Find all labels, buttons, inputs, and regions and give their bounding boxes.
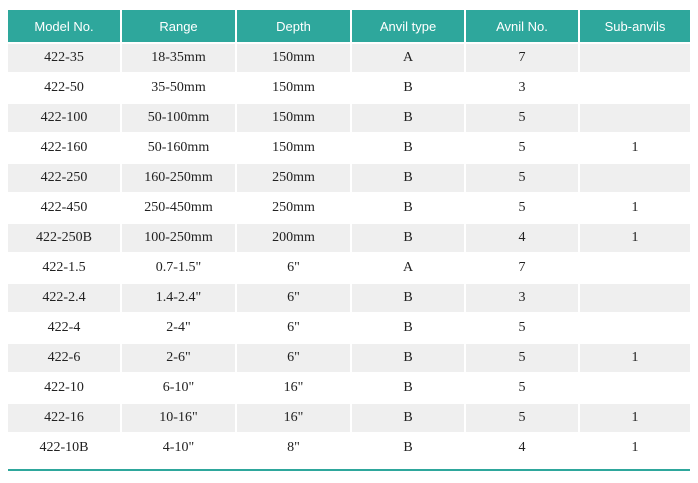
cell-model-no: 422-10 (8, 372, 122, 402)
table-row (8, 132, 690, 162)
cell-anvil-no: 5 (466, 192, 580, 222)
cell-depth: 16" (237, 372, 352, 402)
cell-depth: 6" (237, 312, 352, 342)
cell-sub-anvils (580, 372, 690, 402)
cell-range: 160-250mm (122, 162, 237, 192)
cell-anvil-type: B (352, 312, 466, 342)
table-row (8, 432, 690, 462)
cell-anvil-no: 7 (466, 42, 580, 72)
cell-depth: 150mm (237, 132, 352, 162)
cell-model-no: 422-250B (8, 222, 122, 252)
cell-sub-anvils: 1 (580, 402, 690, 432)
cell-model-no: 422-250 (8, 162, 122, 192)
cell-range: 4-10" (122, 432, 237, 462)
bottom-rule (8, 469, 690, 471)
table-row (8, 42, 690, 72)
cell-anvil-no: 4 (466, 432, 580, 462)
cell-range: 10-16" (122, 402, 237, 432)
spec-table (8, 10, 690, 462)
cell-anvil-no: 3 (466, 282, 580, 312)
cell-anvil-type: B (352, 372, 466, 402)
cell-sub-anvils (580, 42, 690, 72)
cell-depth: 150mm (237, 42, 352, 72)
header-row (8, 10, 690, 42)
header-model-no: Model No. (8, 10, 122, 42)
table-row (8, 252, 690, 282)
table-row (8, 162, 690, 192)
cell-sub-anvils (580, 312, 690, 342)
cell-anvil-no: 5 (466, 402, 580, 432)
cell-model-no: 422-450 (8, 192, 122, 222)
cell-anvil-no: 5 (466, 312, 580, 342)
spec-table-container (8, 10, 690, 462)
cell-model-no: 422-100 (8, 102, 122, 132)
cell-sub-anvils (580, 252, 690, 282)
cell-sub-anvils (580, 282, 690, 312)
cell-anvil-no: 5 (466, 372, 580, 402)
cell-anvil-no: 5 (466, 162, 580, 192)
cell-depth: 200mm (237, 222, 352, 252)
cell-model-no: 422-4 (8, 312, 122, 342)
table-row (8, 342, 690, 372)
cell-depth: 16" (237, 402, 352, 432)
header-anvil-no: Avnil No. (466, 10, 580, 42)
cell-anvil-no: 5 (466, 132, 580, 162)
table-row (8, 222, 690, 252)
cell-range: 6-10" (122, 372, 237, 402)
table-row (8, 372, 690, 402)
cell-depth: 6" (237, 342, 352, 372)
table-row (8, 72, 690, 102)
cell-sub-anvils: 1 (580, 342, 690, 372)
cell-anvil-no: 5 (466, 342, 580, 372)
cell-anvil-type: B (352, 102, 466, 132)
cell-model-no: 422-1.5 (8, 252, 122, 282)
cell-model-no: 422-16 (8, 402, 122, 432)
cell-sub-anvils: 1 (580, 192, 690, 222)
cell-sub-anvils (580, 162, 690, 192)
cell-range: 50-100mm (122, 102, 237, 132)
cell-anvil-type: B (352, 162, 466, 192)
cell-range: 35-50mm (122, 72, 237, 102)
table-row (8, 282, 690, 312)
cell-depth: 8" (237, 432, 352, 462)
cell-depth: 250mm (237, 192, 352, 222)
cell-sub-anvils: 1 (580, 132, 690, 162)
table-row (8, 312, 690, 342)
cell-range: 100-250mm (122, 222, 237, 252)
cell-range: 250-450mm (122, 192, 237, 222)
cell-range: 0.7-1.5" (122, 252, 237, 282)
cell-sub-anvils: 1 (580, 222, 690, 252)
cell-range: 18-35mm (122, 42, 237, 72)
cell-anvil-type: B (352, 432, 466, 462)
cell-range: 2-4" (122, 312, 237, 342)
cell-depth: 6" (237, 252, 352, 282)
cell-anvil-type: A (352, 42, 466, 72)
header-sub-anvils: Sub-anvils (580, 10, 690, 42)
cell-anvil-type: B (352, 192, 466, 222)
cell-model-no: 422-6 (8, 342, 122, 372)
cell-model-no: 422-35 (8, 42, 122, 72)
cell-sub-anvils: 1 (580, 432, 690, 462)
cell-anvil-type: B (352, 132, 466, 162)
cell-anvil-no: 5 (466, 102, 580, 132)
cell-anvil-no: 7 (466, 252, 580, 282)
cell-model-no: 422-10B (8, 432, 122, 462)
cell-range: 1.4-2.4" (122, 282, 237, 312)
cell-depth: 150mm (237, 102, 352, 132)
cell-range: 2-6" (122, 342, 237, 372)
cell-model-no: 422-2.4 (8, 282, 122, 312)
cell-depth: 6" (237, 282, 352, 312)
cell-anvil-no: 4 (466, 222, 580, 252)
cell-depth: 250mm (237, 162, 352, 192)
cell-depth: 150mm (237, 72, 352, 102)
cell-anvil-no: 3 (466, 72, 580, 102)
header-depth: Depth (237, 10, 352, 42)
cell-anvil-type: A (352, 252, 466, 282)
table-row (8, 102, 690, 132)
cell-model-no: 422-50 (8, 72, 122, 102)
cell-anvil-type: B (352, 72, 466, 102)
table-body (8, 42, 690, 462)
header-range: Range (122, 10, 237, 42)
cell-range: 50-160mm (122, 132, 237, 162)
cell-anvil-type: B (352, 282, 466, 312)
cell-anvil-type: B (352, 402, 466, 432)
cell-sub-anvils (580, 72, 690, 102)
cell-anvil-type: B (352, 342, 466, 372)
cell-model-no: 422-160 (8, 132, 122, 162)
cell-anvil-type: B (352, 222, 466, 252)
table-row (8, 402, 690, 432)
header-anvil-type: Anvil type (352, 10, 466, 42)
cell-sub-anvils (580, 102, 690, 132)
table-row (8, 192, 690, 222)
